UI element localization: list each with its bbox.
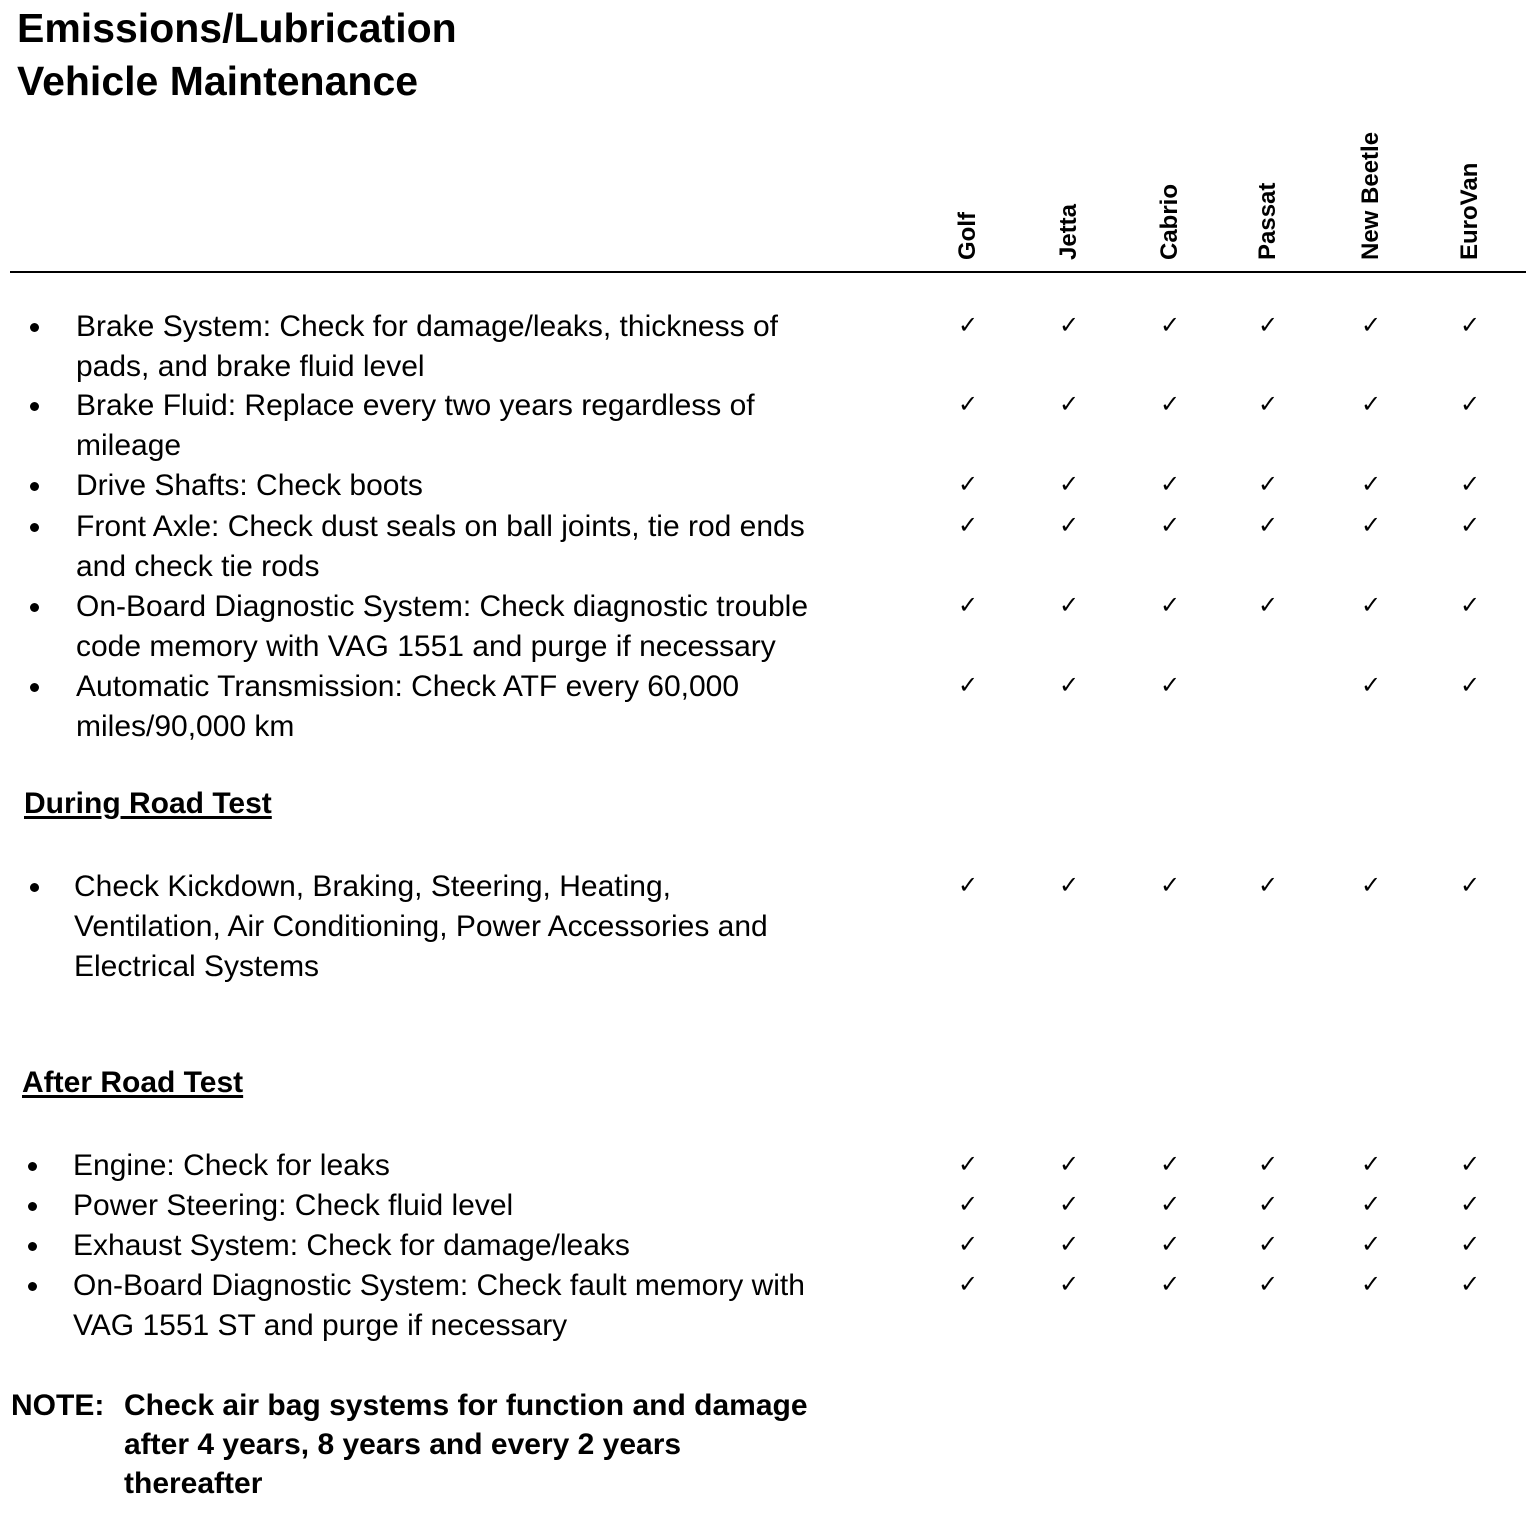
item-text: Automatic Transmission: Check ATF every 60,000 miles/90,000 km [76,670,740,743]
check-icon: ✓ [1459,511,1481,539]
check-icon: ✓ [1459,470,1481,498]
item-text: Front Axle: Check dust seals on ball joints, tie rod ends and check tie rods [76,510,805,583]
check-icon: ✓ [1058,1270,1080,1298]
title-line-1: Emissions/Lubrication [17,5,457,51]
check-icon: ✓ [1058,871,1080,899]
check-icon: ✓ [1360,390,1382,418]
check-icon: ✓ [1360,671,1382,699]
check-icon: ✓ [1459,1230,1481,1258]
check-icon: ✓ [1159,511,1181,539]
check-icon: ✓ [1257,1190,1279,1218]
check-icon: ✓ [1459,311,1481,339]
check-icon: ✓ [1159,591,1181,619]
header-divider [10,271,1526,273]
check-icon: ✓ [1360,470,1382,498]
title-line-2: Vehicle Maintenance [17,58,419,104]
item-text: On-Board Diagnostic System: Check diagnostic trouble code memory with VAG 1551 and purge if necessary [76,590,809,663]
check-icon: ✓ [957,511,979,539]
item-text: Exhaust System: Check for damage/leaks [73,1229,630,1262]
check-icon: ✓ [957,390,979,418]
check-icon: ✓ [1459,871,1481,899]
check-icon: ✓ [1159,1150,1181,1178]
check-icon: ✓ [1459,1150,1481,1178]
check-icon: ✓ [1257,511,1279,539]
bullet-icon [30,402,39,411]
check-icon: ✓ [957,671,979,699]
check-icon: ✓ [1159,671,1181,699]
check-icon: ✓ [1360,1230,1382,1258]
bullet-icon [30,883,39,892]
note-text: Check air bag systems for function and damage after 4 years, 8 years and every 2 years thereafter [124,1389,808,1500]
column-header-passat: Passat [1254,182,1281,260]
note-label: NOTE: [11,1389,105,1422]
check-icon: ✓ [1159,311,1181,339]
bullet-icon [30,603,39,612]
check-icon: ✓ [1257,470,1279,498]
bullet-icon [30,323,39,332]
column-header-eurovan: EuroVan [1456,162,1483,260]
check-icon: ✓ [1058,311,1080,339]
check-icon: ✓ [957,1230,979,1258]
item-text: Brake Fluid: Replace every two years regardless of mileage [76,389,755,462]
column-header-new-beetle: New Beetle [1357,131,1384,260]
column-header-cabrio: Cabrio [1156,183,1183,260]
check-icon: ✓ [957,470,979,498]
check-icon: ✓ [1459,671,1481,699]
check-icon: ✓ [1159,390,1181,418]
item-text: Drive Shafts: Check boots [76,469,423,502]
check-icon: ✓ [1459,1270,1481,1298]
bullet-icon [28,1242,37,1251]
check-icon: ✓ [1257,311,1279,339]
check-icon: ✓ [1058,390,1080,418]
check-icon: ✓ [1058,591,1080,619]
check-icon: ✓ [1360,1190,1382,1218]
check-icon: ✓ [1257,1150,1279,1178]
item-text: Power Steering: Check fluid level [73,1189,514,1222]
check-icon: ✓ [1360,1150,1382,1178]
check-icon: ✓ [1360,311,1382,339]
check-icon: ✓ [1360,871,1382,899]
check-icon: ✓ [1257,390,1279,418]
check-icon: ✓ [1058,671,1080,699]
check-icon: ✓ [1360,1270,1382,1298]
item-text: Check Kickdown, Braking, Steering, Heating, Ventilation, Air Conditioning, Power Accessories and Electrical Systems [74,870,768,983]
check-icon: ✓ [957,591,979,619]
item-text: On-Board Diagnostic System: Check fault memory with VAG 1551 ST and purge if necessary [73,1269,805,1342]
item-text: Engine: Check for leaks [73,1149,390,1182]
check-icon: ✓ [1058,1230,1080,1258]
check-icon: ✓ [1058,511,1080,539]
check-icon: ✓ [1159,1190,1181,1218]
bullet-icon [28,1202,37,1211]
check-icon: ✓ [1058,1150,1080,1178]
page-title [17,2,457,108]
column-header-jetta: Jetta [1055,203,1082,260]
check-icon: ✓ [957,311,979,339]
bullet-icon [28,1282,37,1291]
bullet-icon [30,523,39,532]
bullet-icon [30,683,39,692]
check-icon: ✓ [957,1270,979,1298]
check-icon: ✓ [1159,470,1181,498]
check-icon: ✓ [1459,1190,1481,1218]
check-icon: ✓ [1360,591,1382,619]
column-header-golf: Golf [954,212,981,260]
check-icon: ✓ [1459,390,1481,418]
bullet-icon [30,482,39,491]
check-icon: ✓ [1159,871,1181,899]
bullet-icon [28,1162,37,1171]
check-icon: ✓ [1257,1270,1279,1298]
check-icon: ✓ [957,1190,979,1218]
check-icon: ✓ [1257,1230,1279,1258]
check-icon: ✓ [1257,871,1279,899]
check-icon: ✓ [1058,1190,1080,1218]
check-icon: ✓ [1159,1230,1181,1258]
item-text: Brake System: Check for damage/leaks, thickness of pads, and brake fluid level [76,310,778,383]
section-heading: After Road Test [22,1066,244,1099]
check-icon: ✓ [957,1150,979,1178]
check-icon: ✓ [1459,591,1481,619]
check-icon: ✓ [1058,470,1080,498]
check-icon: ✓ [1159,1270,1181,1298]
check-icon: ✓ [957,871,979,899]
section-heading: During Road Test [24,787,272,820]
check-icon: ✓ [1360,511,1382,539]
check-icon: ✓ [1257,591,1279,619]
